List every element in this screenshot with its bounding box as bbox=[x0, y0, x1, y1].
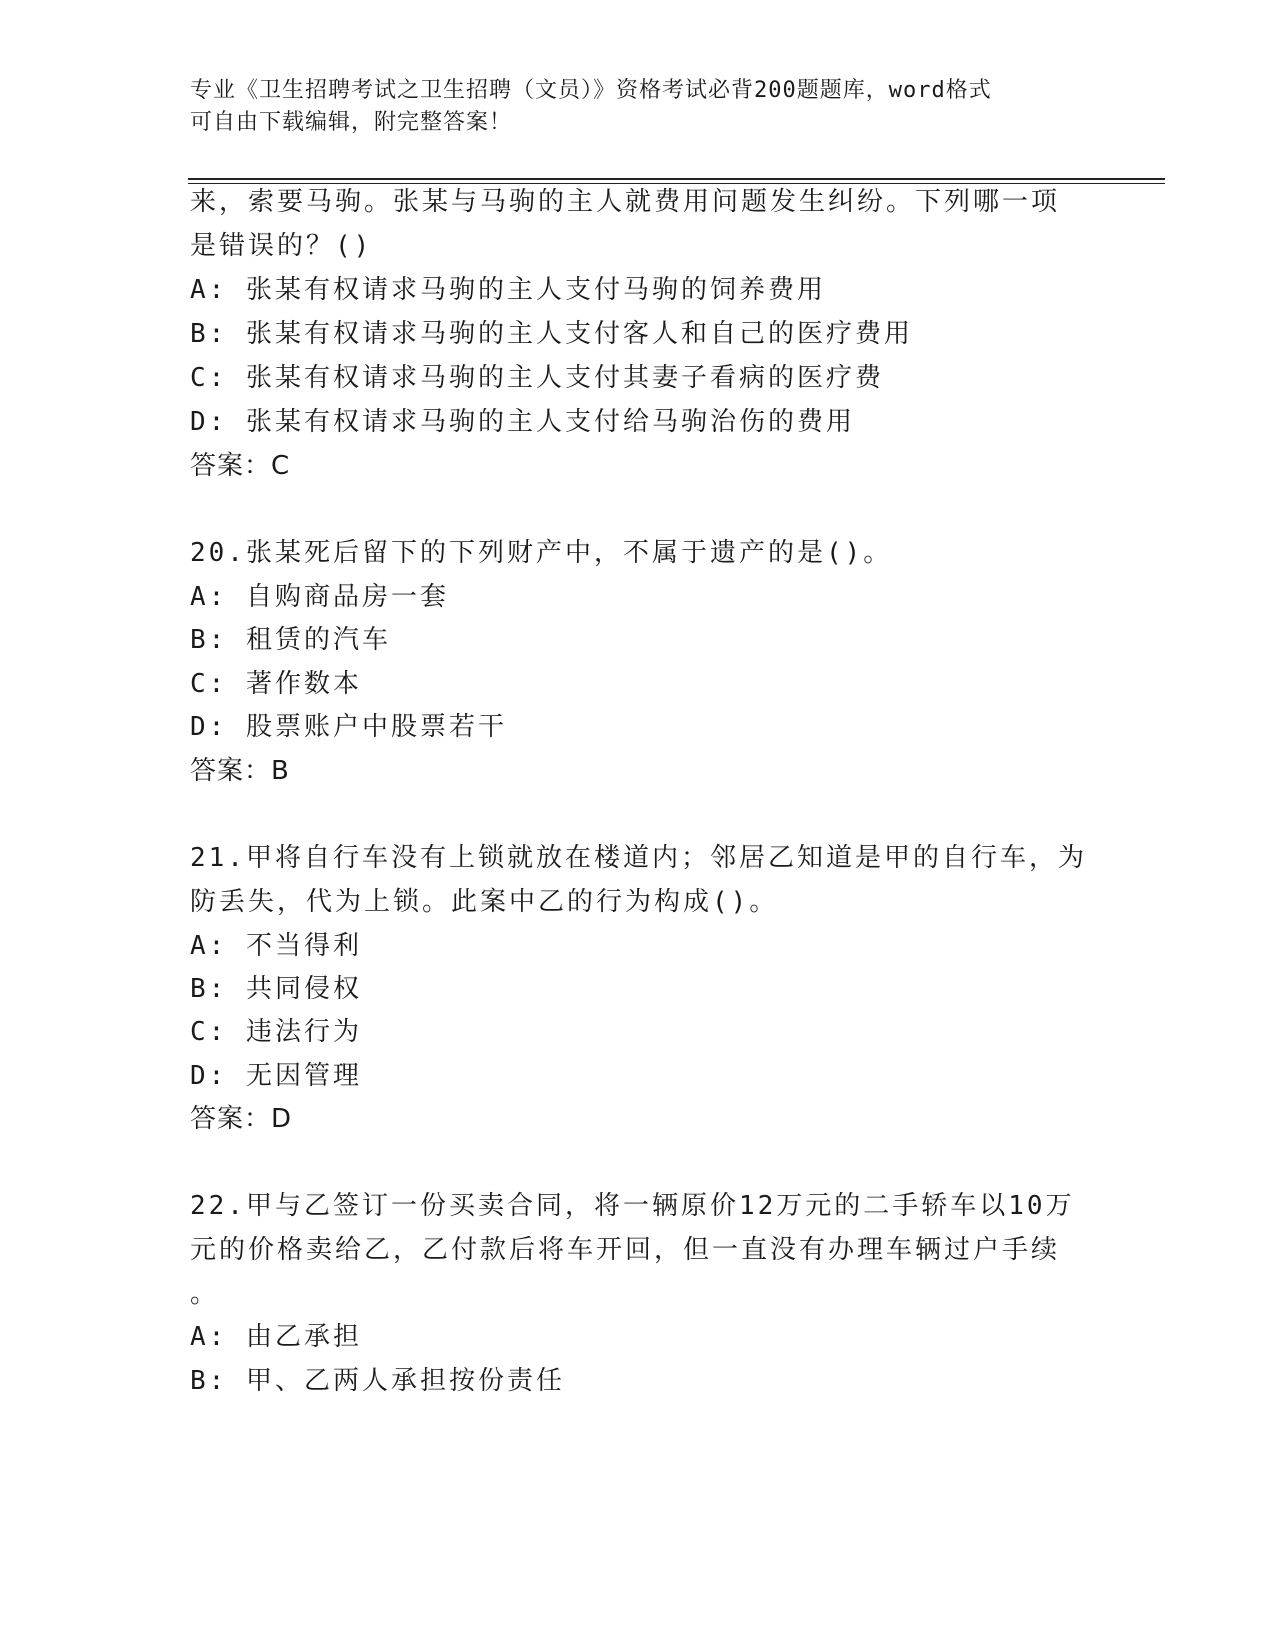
option-c: C: 著作数本 bbox=[190, 669, 362, 699]
option-a: A: 由乙承担 bbox=[190, 1322, 362, 1352]
option-b: B: 租赁的汽车 bbox=[190, 625, 391, 655]
option-b: B: 甲、乙两人承担按份责任 bbox=[190, 1366, 565, 1396]
question-20-text: 20.张某死后留下的下列财产中，不属于遗产的是()。 bbox=[190, 538, 893, 568]
option-d: D: 无因管理 bbox=[190, 1061, 362, 1091]
answer-line: 答案：C bbox=[190, 451, 291, 481]
option-d: D: 张某有权请求马驹的主人支付给马驹治伤的费用 bbox=[190, 407, 855, 437]
option-c: C: 违法行为 bbox=[190, 1017, 362, 1047]
header-title-line-2: 可自由下载编辑，附完整答案！ bbox=[190, 110, 513, 135]
page-header bbox=[190, 75, 1090, 139]
option-a: A: 张某有权请求马驹的主人支付马驹的饲养费用 bbox=[190, 275, 826, 305]
question-21-text: 防丢失，代为上锁。此案中乙的行为构成()。 bbox=[190, 887, 779, 917]
header-title-line-1: 专业《卫生招聘考试之卫生招聘（文员）》资格考试必背200题题库，word格式 bbox=[190, 78, 992, 103]
header-divider-thick bbox=[188, 178, 1165, 180]
question-22-text: 22.甲与乙签订一份买卖合同，将一辆原价12万元的二手轿车以10万 bbox=[190, 1191, 1075, 1221]
option-c: C: 张某有权请求马驹的主人支付其妻子看病的医疗费 bbox=[190, 363, 884, 393]
question-22-text: 。 bbox=[190, 1279, 220, 1309]
option-a: A: 自购商品房一套 bbox=[190, 582, 449, 612]
question-22-text: 元的价格卖给乙，乙付款后将车开回，但一直没有办理车辆过户手续 bbox=[190, 1235, 1061, 1265]
header-divider-thin bbox=[188, 183, 1165, 184]
question-text-line: 来，索要马驹。张某与马驹的主人就费用问题发生纠纷。下列哪一项 bbox=[190, 187, 1061, 217]
answer-line: 答案：B bbox=[190, 756, 290, 786]
option-b: B: 张某有权请求马驹的主人支付客人和自己的医疗费用 bbox=[190, 319, 913, 349]
option-d: D: 股票账户中股票若干 bbox=[190, 712, 507, 742]
answer-line: 答案：D bbox=[190, 1104, 293, 1134]
question-text-line: 是错误的？() bbox=[190, 231, 373, 261]
question-21-text: 21.甲将自行车没有上锁就放在楼道内；邻居乙知道是甲的自行车，为 bbox=[190, 843, 1087, 873]
option-b: B: 共同侵权 bbox=[190, 974, 362, 1004]
option-a: A: 不当得利 bbox=[190, 931, 362, 961]
